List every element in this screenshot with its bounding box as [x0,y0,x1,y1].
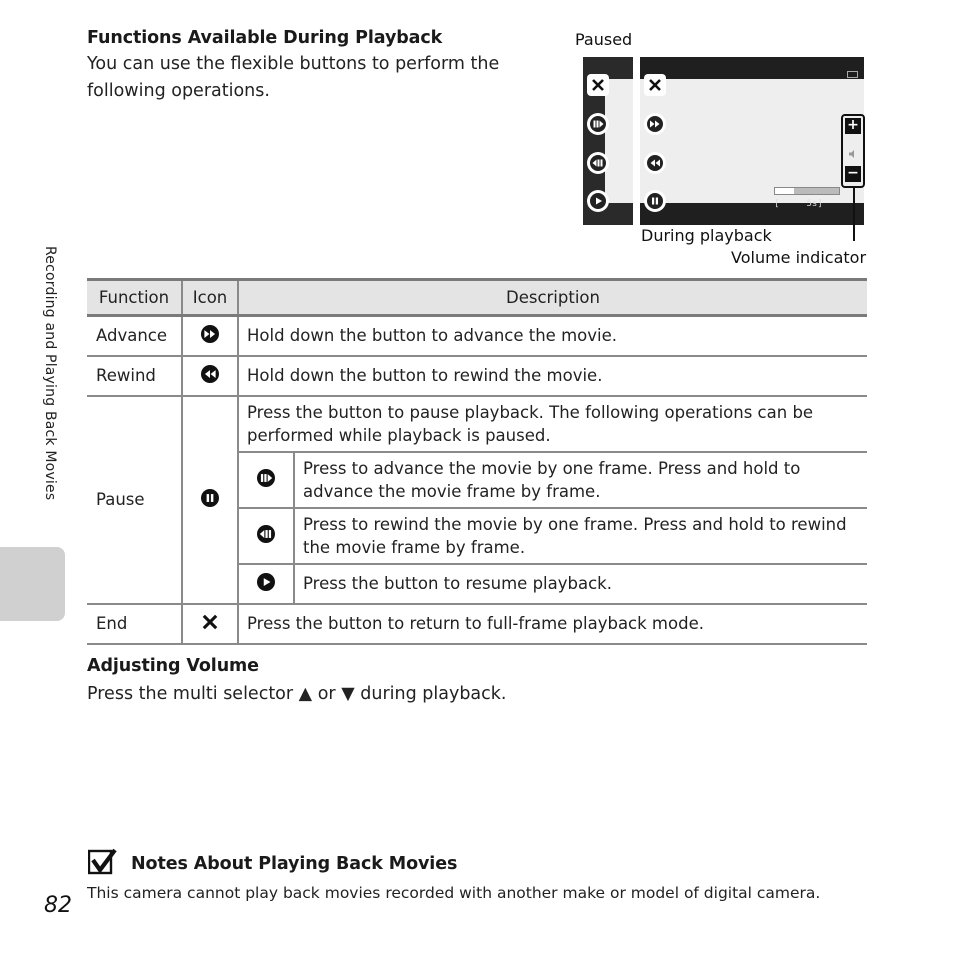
pause-icon [201,489,219,511]
side-tab-marker [0,547,65,621]
desc-end: Press the button to return to full-frame playback mode. [238,604,867,644]
header-icon: Icon [182,280,238,316]
checkmark-note-icon [88,848,118,876]
advance-icon [201,325,219,347]
play-icon [257,573,275,595]
desc-rewind: Hold down the button to rewind the movie. [238,356,867,396]
paused-label: Paused [575,30,633,49]
rewind-icon [201,365,219,387]
playback-screen [640,57,864,225]
side-tab-label: Recording and Playing Back Movies [42,246,58,501]
func-end: End [87,604,182,644]
notes-title: Notes About Playing Back Movies [131,854,458,874]
desc-pause: Press the button to pause playback. The following operations can be performed while playback is paused. [238,396,867,452]
functions-table [87,278,867,645]
frame-rewind-icon [257,525,275,547]
desc-play: Press the button to resume playback. [294,564,867,604]
func-advance: Advance [87,316,182,356]
speaker-icon [848,144,858,154]
volume-down-icon: − [845,166,861,182]
section-intro: You can use the flexible buttons to perform the following operations. [87,54,500,101]
volume-up-icon: + [845,118,861,134]
close-icon [201,613,219,635]
playback-progress [774,187,840,195]
advance-icon [644,113,666,135]
table-row [87,604,867,644]
desc-frame-rewind: Press to rewind the movie by one frame. Press and hold to rewind the movie frame by frame. [294,508,867,564]
volume-text-start: Press the multi selector [87,684,294,704]
header-function: Function [87,280,182,316]
page-number: 82 [44,893,72,918]
frame-advance-icon [587,113,609,135]
table-row [87,356,867,396]
close-icon [644,74,666,96]
desc-advance: Hold down the button to advance the movie. [238,316,867,356]
func-pause: Pause [87,396,182,604]
volume-text-end: during playback. [360,684,507,704]
paused-screen [583,57,633,225]
time-indicator: [ 5s] [774,199,823,209]
up-arrow-icon: ▲ [298,684,313,704]
volume-text-or: or [317,684,336,704]
volume-indicator-label: Volume indicator [731,248,867,267]
during-playback-label: During playback [641,226,772,245]
table-row [87,316,867,356]
volume-instructions [87,681,506,708]
notes-body: This camera cannot play back movies recorded with another make or model of digital camera. [87,884,821,902]
section-title-volume: Adjusting Volume [87,656,259,676]
frame-rewind-icon [587,152,609,174]
desc-frame-advance: Press to advance the movie by one frame. Press and hold to advance the movie frame by frame. [294,452,867,508]
close-icon [587,74,609,96]
func-rewind: Rewind [87,356,182,396]
battery-icon [847,71,858,78]
frame-advance-icon [257,469,275,491]
down-arrow-icon: ▼ [341,684,355,704]
play-icon [587,190,609,212]
table-row [87,396,867,452]
volume-indicator [841,114,865,188]
section-title-functions: Functions Available During Playback [87,28,443,48]
rewind-icon [644,152,666,174]
header-description: Description [238,280,867,316]
volume-leader-line [853,186,855,241]
pause-icon [644,190,666,212]
